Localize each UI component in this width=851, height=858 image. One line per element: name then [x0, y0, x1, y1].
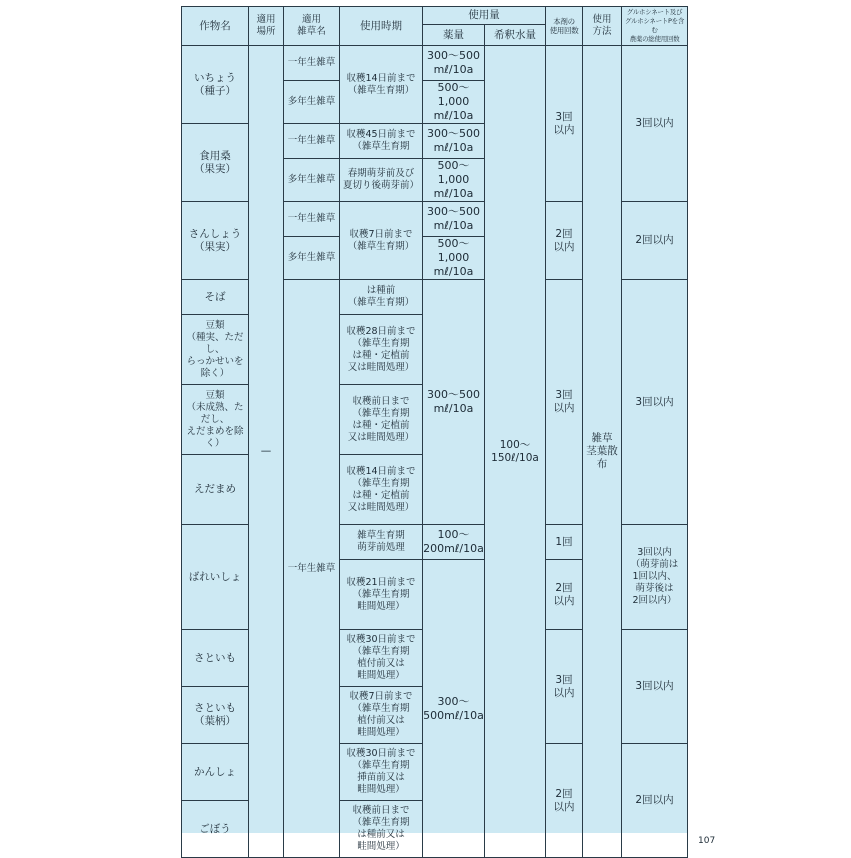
count-bareisho-2: 2回 以内 [546, 560, 583, 630]
crop-icho: いちょう （種子） [182, 46, 249, 124]
total-sansho: 2回以内 [622, 202, 688, 280]
water-cell: 100〜 150ℓ/10a [485, 46, 546, 858]
crop-soba: そば [182, 280, 249, 315]
count-soba-group: 3回 以内 [546, 280, 583, 525]
header-place: 適用 場所 [249, 7, 284, 46]
header-timing: 使用時期 [340, 7, 423, 46]
usage-table [181, 6, 688, 858]
header-dose: 薬量 [423, 25, 485, 46]
timing-kuwa-1: 収穫45日前まで （雑草生育期 [340, 124, 423, 159]
total-satoimo-group: 3回以内 [622, 630, 688, 744]
dose-bareisho: 100〜 200mℓ/10a [423, 525, 485, 560]
dose-soba-group: 300〜500 mℓ/10a [423, 280, 485, 525]
crop-satoimo: さといも [182, 630, 249, 687]
timing-edamame: 収穫14日前まで （雑草生育期 は種・定植前 又は畦間処理） [340, 455, 423, 525]
count-satoimo-group: 3回 以内 [546, 630, 583, 744]
dose-late-group: 300〜 500mℓ/10a [423, 560, 485, 858]
timing-satoimo: 収穫30日前まで （雑草生育期 植付前又は 畦間処理） [340, 630, 423, 687]
header-crop: 作物名 [182, 7, 249, 46]
weed-perennial: 多年生雑草 [284, 159, 340, 202]
header-total: グルホシネート及び グルホシネートPを含む 農薬の総使用回数 [622, 7, 688, 46]
count-icho-kuwa: 3回 以内 [546, 46, 583, 202]
weed-annual: 一年生雑草 [284, 46, 340, 81]
header-water: 希釈水量 [485, 25, 546, 46]
weed-annual-long: 一年生雑草 [284, 280, 340, 858]
crop-mame-seed: 豆類 （種実、ただし、 らっかせいを 除く） [182, 315, 249, 385]
crop-edamame: えだまめ [182, 455, 249, 525]
timing-satoimo-stem: 収穫7日前まで （雑草生育期 植付前又は 畦間処理） [340, 687, 423, 744]
dose-300-500: 300〜500 mℓ/10a [423, 202, 485, 237]
weed-annual: 一年生雑草 [284, 202, 340, 237]
timing-bareisho-2: 収穫21日前まで （雑草生育期 畦間処理） [340, 560, 423, 630]
header-count: 本剤の 使用回数 [546, 7, 583, 46]
total-icho-kuwa: 3回以内 [622, 46, 688, 202]
header-usage: 使用量 [423, 7, 546, 25]
count-kansho-group: 2回 以内 [546, 744, 583, 858]
timing-mame-immature: 収穫前日まで （雑草生育期 は種・定植前 又は畦間処理） [340, 385, 423, 455]
crop-bareisho: ばれいしょ [182, 525, 249, 630]
timing-bareisho-1: 雑草生育期 萌芽前処理 [340, 525, 423, 560]
count-sansho: 2回 以内 [546, 202, 583, 280]
weed-perennial: 多年生雑草 [284, 237, 340, 280]
count-bareisho-1: 1回 [546, 525, 583, 560]
timing-sansho: 収穫7日前まで （雑草生育期） [340, 202, 423, 280]
place-cell: — [249, 46, 284, 858]
dose-500-1000: 500〜1,000 mℓ/10a [423, 81, 485, 124]
crop-sansho: さんしょう （果実） [182, 202, 249, 280]
dose-500-1000: 500〜1,000 mℓ/10a [423, 159, 485, 202]
timing-icho: 収穫14日前まで （雑草生育期） [340, 46, 423, 124]
crop-kuwa: 食用桑 （果実） [182, 124, 249, 202]
weed-perennial: 多年生雑草 [284, 81, 340, 124]
header-weed: 適用 雑草名 [284, 7, 340, 46]
timing-kansho: 収穫30日前まで （雑草生育期 挿苗前又は 畦間処理） [340, 744, 423, 801]
crop-mame-immature: 豆類 （未成熟、ただし、 えだまめを除 く） [182, 385, 249, 455]
dose-300-500: 300〜500 mℓ/10a [423, 124, 485, 159]
pesticide-usage-table [181, 6, 687, 852]
crop-gobo: ごぼう [182, 801, 249, 858]
page-number: 107 [698, 836, 716, 846]
timing-gobo: 収穫前日まで （雑草生育期 は種前又は 畦間処理） [340, 801, 423, 858]
weed-annual: 一年生雑草 [284, 124, 340, 159]
method-cell: 雑草 茎葉散布 [583, 46, 622, 858]
crop-kansho: かんしょ [182, 744, 249, 801]
timing-soba: は種前 （雑草生育期） [340, 280, 423, 315]
header-method: 使用 方法 [583, 7, 622, 46]
dose-300-500: 300〜500 mℓ/10a [423, 46, 485, 81]
timing-mame-seed: 収穫28日前まで （雑草生育期 は種・定植前 又は畦間処理） [340, 315, 423, 385]
total-bareisho: 3回以内 （萌芽前は 1回以内、 萌芽後は 2回以内） [622, 525, 688, 630]
total-kansho-group: 2回以内 [622, 744, 688, 858]
crop-satoimo-stem: さといも （葉柄） [182, 687, 249, 744]
timing-kuwa-2: 春期萌芽前及び 夏切り後萌芽前） [340, 159, 423, 202]
dose-500-1000: 500〜1,000 mℓ/10a [423, 237, 485, 280]
total-soba-group: 3回以内 [622, 280, 688, 525]
